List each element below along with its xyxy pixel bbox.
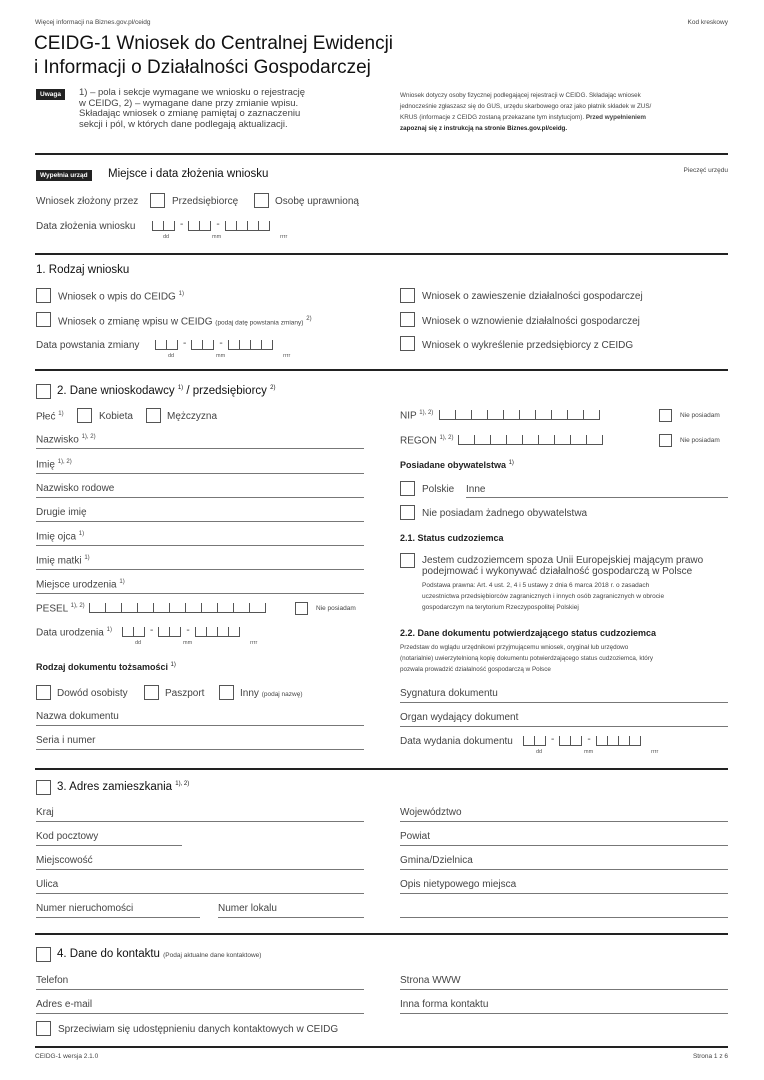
- s4-title-text: 4. Dane do kontaktu: [57, 948, 160, 960]
- title-line-2: i Informacji o Działalności Gospodarczej: [34, 57, 371, 78]
- other-cit-field[interactable]: [466, 497, 728, 498]
- info-line: Wniosek dotyczy osoby fizycznej podlegającej rejestracji w CEIDG. Składając wniosek: [400, 92, 641, 99]
- note-line: w CEIDG, 2) – wymagane dane przy zmianie wpisu.: [79, 97, 299, 109]
- page-number: Strona 1 z 6: [692, 1053, 728, 1060]
- mother-text: Imię matki: [36, 555, 82, 567]
- street-label: Ulica: [36, 879, 59, 890]
- rrrr-caption: rrrr: [250, 640, 258, 646]
- sup: 1), 2): [57, 459, 72, 465]
- sup: 1): [508, 460, 514, 466]
- present-line: (notarialnie) uwierzytelnioną kopię dokumentu potwierdzającego status cudzoziemca, który: [400, 655, 654, 662]
- citizenship-label: [400, 460, 514, 470]
- present-line: pozwala prowadzić działalność gospodarczą w Polsce: [400, 666, 551, 673]
- surname-label: [36, 434, 96, 445]
- sup: 1): [178, 291, 184, 297]
- rrrr-caption: rrrr: [651, 749, 659, 755]
- father-text: Imię ojca: [36, 531, 77, 543]
- s3-title-text: 3. Adres zamieszkania: [57, 781, 173, 793]
- birthplace-field[interactable]: [36, 593, 364, 594]
- county-label: Powiat: [400, 831, 431, 842]
- section-3-checkbox[interactable]: [36, 780, 51, 795]
- present-line: Przedstaw do wglądu urzędnikowi przyjmującemu wniosek, oryginał lub urzędowo: [400, 644, 629, 651]
- submitted-by-label: Wniosek złożony przez: [36, 196, 139, 207]
- no-cit-checkbox[interactable]: [400, 505, 415, 520]
- citizenship-text: Posiadane obywatelstwa: [400, 460, 507, 470]
- delete-label: Wniosek o wykreślenie przedsiębiorcy z CEIDG: [422, 340, 634, 351]
- authorized-checkbox[interactable]: [254, 193, 269, 208]
- divider: [35, 253, 728, 255]
- legal-line: gospodarczym na terytorium Rzeczypospolitej Polskiej: [422, 604, 579, 611]
- email-field[interactable]: [36, 1013, 364, 1014]
- email-label: Adres e-mail: [36, 999, 93, 1010]
- polish-checkbox[interactable]: [400, 481, 415, 496]
- commune-field[interactable]: [400, 869, 728, 870]
- birthdate-text: Data urodzenia: [36, 627, 104, 639]
- change-note: (podaj datę powstania zmiany): [215, 319, 304, 327]
- suspend-label: Wniosek o zawieszenie działalności gospodarczej: [422, 291, 643, 302]
- city-label: Miejscowość: [36, 855, 93, 866]
- mother-field[interactable]: [36, 569, 364, 570]
- series-field[interactable]: [36, 749, 364, 750]
- s4-note: (Podaj aktualne dane kontaktowe): [163, 952, 262, 959]
- father-label: [36, 531, 84, 542]
- birthplace-text: Miejsce urodzenia: [36, 579, 117, 591]
- atypical-field-1[interactable]: [400, 893, 728, 894]
- dd-caption: dd: [163, 234, 170, 240]
- series-label: Seria i numer: [36, 735, 96, 746]
- commune-label: Gmina/Dzielnica: [400, 855, 473, 866]
- www-field[interactable]: [400, 989, 728, 990]
- doc-type-text: Rodzaj dokumentu tożsamości: [36, 662, 169, 672]
- divider: [35, 768, 728, 770]
- house-label: Numer nieruchomości: [36, 903, 134, 914]
- object-label: Sprzeciwiam się udostępnieniu danych kontaktowych w CEIDG: [58, 1024, 339, 1035]
- regon-none-label: Nie posiadam: [680, 437, 720, 444]
- note-text: [79, 88, 305, 130]
- sup: 1): [78, 531, 85, 537]
- entrepreneur-label: Przedsiębiorcę: [172, 196, 239, 207]
- nip-field[interactable]: [439, 406, 600, 420]
- foreigner-line: Jestem cudzoziemcem spoza Unii Europejskiej mającym prawo: [422, 555, 704, 566]
- change-date-field[interactable]: - -: [155, 336, 273, 350]
- regon-field[interactable]: [458, 431, 603, 445]
- sex-label: [36, 411, 64, 422]
- voivodeship-field[interactable]: [400, 821, 728, 822]
- legal-text: [422, 580, 664, 613]
- female-label: Kobieta: [99, 411, 133, 422]
- sup: 1), 2): [419, 410, 434, 416]
- signature-field[interactable]: [400, 702, 728, 703]
- other-doc-text: Inny: [240, 688, 259, 699]
- note-badge: Uwaga: [36, 89, 65, 100]
- note-line: Składając wniosek o zmianę pamiętaj o zaznaczeniu: [79, 108, 301, 119]
- surname-field[interactable]: [36, 448, 364, 449]
- title-line-1: CEIDG-1 Wniosek do Centralnej Ewidencji: [34, 33, 394, 54]
- male-label: Mężczyzna: [167, 411, 218, 422]
- info-line: KRUS (informacje z CEIDG zostaną przekazane tym instytucjom).: [400, 114, 585, 121]
- second-name-field[interactable]: [36, 521, 364, 522]
- submit-date-label: Data złożenia wniosku: [36, 221, 136, 232]
- sup: 1), 2): [70, 603, 85, 609]
- other-doc-checkbox[interactable]: [219, 685, 234, 700]
- info-line: jednocześnie zgłaszasz się do GUS, urzędu skarbowego oraz jako płatnik składek w ZUS/: [400, 103, 652, 110]
- s22-title: 2.2. Dane dokumentu potwierdzającego status cudzoziemca: [400, 628, 657, 638]
- male-checkbox[interactable]: [146, 408, 161, 423]
- s2-title-text2: / przedsiębiorcy: [186, 385, 267, 397]
- doc-name-field[interactable]: [36, 725, 364, 726]
- birthplace-label: [36, 579, 125, 590]
- maiden-field[interactable]: [36, 497, 364, 498]
- mother-label: [36, 555, 90, 566]
- flat-field[interactable]: [218, 917, 364, 918]
- entry-checkbox[interactable]: [36, 288, 51, 303]
- section-4-title: [57, 948, 261, 960]
- rrrr-caption: rrrr: [280, 234, 288, 240]
- section-2-title: [57, 385, 275, 397]
- change-checkbox[interactable]: [36, 312, 51, 327]
- mm-caption: mm: [212, 234, 222, 240]
- regon-text: REGON: [400, 435, 437, 447]
- sup: 1), 2): [175, 781, 190, 788]
- mm-caption: mm: [216, 353, 226, 359]
- page-title: [34, 32, 393, 80]
- dd-caption: dd: [536, 749, 543, 755]
- divider: [35, 933, 728, 935]
- other-doc-label: [240, 688, 303, 699]
- section-4-checkbox[interactable]: [36, 947, 51, 962]
- section-2-checkbox[interactable]: [36, 384, 51, 399]
- note-line: sekcji i pól, w których dane podlegają aktualizacji.: [79, 118, 288, 130]
- entry-label: [58, 291, 184, 302]
- s21-title: 2.1. Status cudzoziemca: [400, 533, 504, 543]
- foreigner-text: [422, 555, 703, 577]
- country-label: Kraj: [36, 807, 54, 818]
- nip-text: NIP: [400, 410, 417, 422]
- other-cit-label: Inne: [466, 484, 486, 495]
- sup: 2): [270, 385, 276, 392]
- stamp-label: Pieczęć urzędu: [683, 167, 728, 174]
- object-checkbox[interactable]: [36, 1021, 51, 1036]
- barcode-label: Kod kreskowy: [687, 19, 728, 26]
- id-card-checkbox[interactable]: [36, 685, 51, 700]
- authorized-label: Osobę uprawnioną: [275, 196, 359, 207]
- signature-label: Sygnatura dokumentu: [400, 688, 498, 699]
- resume-label: Wniosek o wznowienie działalności gospodarczej: [422, 316, 640, 327]
- phone-label: Telefon: [36, 975, 69, 986]
- regon-label: [400, 435, 453, 446]
- suspend-checkbox[interactable]: [400, 288, 415, 303]
- info-line: zapoznaj się z instrukcją na stronie Biznes.gov.pl/ceidg.: [400, 125, 568, 132]
- mm-caption: mm: [183, 640, 193, 646]
- dd-caption: dd: [168, 353, 175, 359]
- county-field[interactable]: [400, 845, 728, 846]
- country-field[interactable]: [36, 821, 364, 822]
- regon-none-checkbox[interactable]: [659, 434, 672, 447]
- nip-label: [400, 410, 433, 421]
- doc-name-label: Nazwa dokumentu: [36, 711, 119, 722]
- polish-label: Polskie: [422, 484, 455, 495]
- name-text: Imię: [36, 459, 55, 471]
- foreigner-checkbox[interactable]: [400, 553, 415, 568]
- father-field[interactable]: [36, 545, 364, 546]
- sup: 1): [177, 385, 184, 392]
- section-1-title: 1. Rodzaj wniosku: [36, 264, 130, 276]
- resume-checkbox[interactable]: [400, 312, 415, 327]
- section-3-title: [57, 781, 189, 793]
- sup: 1): [106, 627, 112, 633]
- second-name-label: Drugie imię: [36, 507, 87, 518]
- atypical-label: Opis nietypowego miejsca: [400, 879, 517, 890]
- name-field[interactable]: [36, 473, 364, 474]
- divider: [35, 369, 728, 371]
- surname-text: Nazwisko: [36, 434, 79, 446]
- entrepreneur-checkbox[interactable]: [150, 193, 165, 208]
- pesel-none-checkbox[interactable]: [295, 602, 308, 615]
- street-field[interactable]: [36, 893, 364, 894]
- no-cit-label: Nie posiadam żadnego obywatelstwa: [422, 508, 588, 519]
- name-label: [36, 459, 72, 470]
- city-field[interactable]: [36, 869, 364, 870]
- rrrr-caption: rrrr: [283, 353, 291, 359]
- sup: 1): [84, 555, 90, 561]
- issue-date-label: Data wydania dokumentu: [400, 736, 513, 747]
- entry-text: Wniosek o wpis do CEIDG: [58, 291, 176, 303]
- atypical-field-2[interactable]: [400, 917, 728, 918]
- flat-label: Numer lokalu: [218, 903, 277, 914]
- present-text: [400, 642, 653, 675]
- pesel-field[interactable]: [89, 599, 266, 613]
- doc-type-label: [36, 662, 176, 672]
- other-contact-label: Inna forma kontaktu: [400, 999, 489, 1010]
- postal-field[interactable]: [36, 845, 182, 846]
- other-doc-note: (podaj nazwę): [261, 691, 303, 698]
- foreigner-line: podejmować i wykonywać działalność gospodarczą w Polsce: [422, 566, 693, 577]
- passport-label: Paszport: [165, 688, 205, 699]
- pesel-none-label: Nie posiadam: [316, 605, 356, 612]
- sex-text: Płeć: [36, 411, 56, 423]
- legal-line: uczestnictwa przedsiębiorców zagranicznych i innych osób zagranicznych w obrocie: [422, 593, 665, 600]
- birthdate-field[interactable]: - -: [122, 623, 240, 637]
- s2-title-text: 2. Dane wnioskodawcy: [57, 385, 175, 397]
- change-text: Wniosek o zmianę wpisu w CEIDG: [58, 316, 213, 328]
- sup: 1): [58, 411, 64, 417]
- delete-checkbox[interactable]: [400, 336, 415, 351]
- nip-none-label: Nie posiadam: [680, 412, 720, 419]
- sup: 1): [170, 662, 176, 668]
- version-label: CEIDG-1 wersja 2.1.0: [35, 1053, 99, 1060]
- submit-date-field[interactable]: - -: [152, 217, 270, 231]
- pesel-label: [36, 603, 85, 614]
- other-contact-field[interactable]: [400, 1013, 728, 1014]
- house-field[interactable]: [36, 917, 200, 918]
- info-bold: Przed wypełnieniem: [585, 114, 647, 121]
- info-text: [400, 90, 740, 134]
- sup: 1): [119, 579, 125, 585]
- sup: 1), 2): [439, 435, 454, 441]
- change-date-label: Data powstania zmiany: [36, 340, 140, 351]
- dd-caption: dd: [135, 640, 142, 646]
- pesel-text: PESEL: [36, 603, 68, 615]
- issue-date-field[interactable]: - -: [523, 732, 641, 746]
- passport-checkbox[interactable]: [144, 685, 159, 700]
- mm-caption: mm: [584, 749, 594, 755]
- female-checkbox[interactable]: [77, 408, 92, 423]
- phone-field[interactable]: [36, 989, 364, 990]
- divider: [35, 153, 728, 155]
- www-label: Strona WWW: [400, 975, 461, 986]
- change-label: [58, 316, 312, 327]
- legal-line: Podstawa prawna: Art. 4 ust. 2, 4 i 5 ustawy z dnia 6 marca 2018 r. o zasadach: [422, 582, 650, 589]
- maiden-label: Nazwisko rodowe: [36, 483, 115, 494]
- id-card-label: Dowód osobisty: [57, 688, 128, 699]
- birthdate-label: [36, 627, 112, 638]
- sup: 1), 2): [81, 434, 96, 440]
- office-badge: Wypełnia urząd: [36, 170, 92, 181]
- issuer-label: Organ wydający dokument: [400, 712, 519, 723]
- place-title: Miejsce i data złożenia wniosku: [108, 168, 269, 180]
- sup: 2): [306, 316, 312, 322]
- postal-label: Kod pocztowy: [36, 831, 99, 842]
- divider: [35, 1046, 728, 1048]
- nip-none-checkbox[interactable]: [659, 409, 672, 422]
- issuer-field[interactable]: [400, 726, 728, 727]
- voivodeship-label: Województwo: [400, 807, 462, 818]
- more-info: Więcej informacji na Biznes.gov.pl/ceidg: [35, 19, 151, 26]
- note-line: 1) – pola i sekcje wymagane we wniosku o rejestrację: [79, 87, 305, 98]
